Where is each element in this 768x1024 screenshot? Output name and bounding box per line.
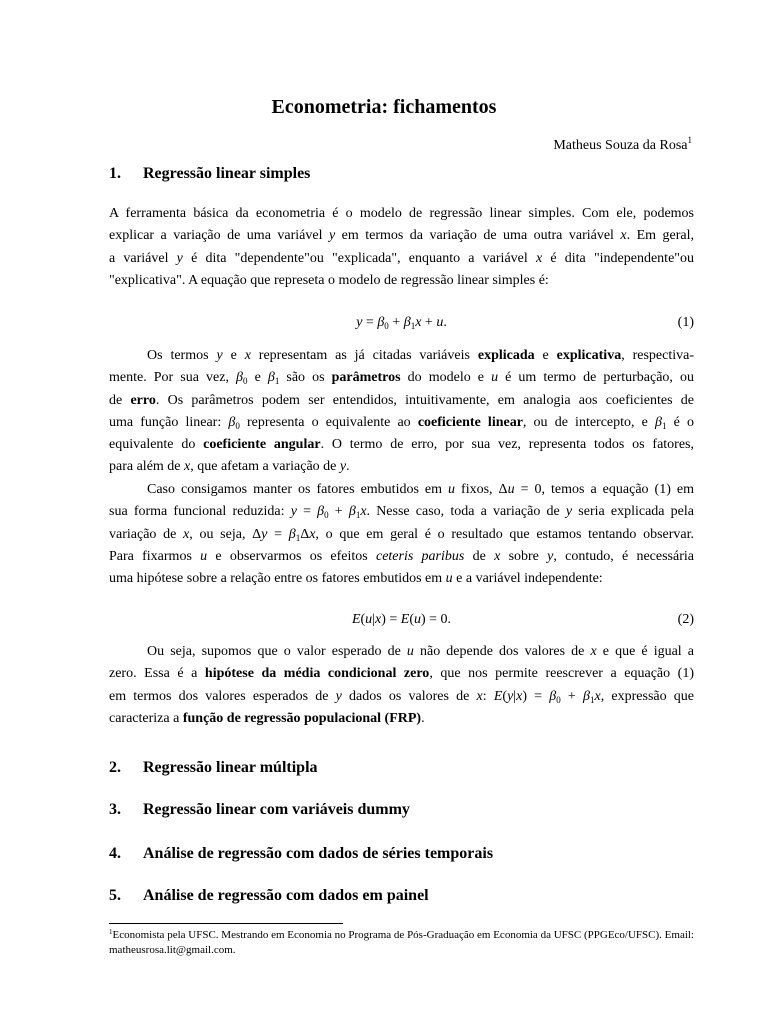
paragraph-intro <box>109 203 694 292</box>
footnote-mark: 1 <box>109 928 113 936</box>
text-line: caracteriza a função de regressão populacional (FRP). <box>109 710 425 726</box>
section-heading-2 <box>109 759 318 777</box>
section-number: 2. <box>109 759 121 776</box>
section-title: Análise de regressão com dados em painel <box>143 887 429 904</box>
text-line: explicar a variação de uma variável y em termos da variação de uma outra variável x. Em geral, <box>109 228 695 244</box>
section-title: Regressão linear com variáveis dummy <box>143 801 410 818</box>
text-line: em termos dos valores esperados de y dados os valores de x: $E(y|x) = \beta_0 + \beta_1x$, expressão que <box>109 688 695 705</box>
text-line: uma função linear: $\beta_0$ representa o equivalente ao coeficiente linear, ou de intercepto, e $\beta_1$ é o <box>109 414 695 431</box>
section-heading-4 <box>109 845 493 863</box>
text-line: Caso consigamos manter os fatores embutidos em u fixos, Δu = 0, temos a equação (1) em <box>147 482 694 497</box>
section-heading-5 <box>109 887 429 905</box>
section-heading-3 <box>109 801 410 819</box>
text-line: Ou seja, supomos que o valor esperado de u não depende dos valores de x e que é igual a <box>147 644 694 659</box>
equation-2: E(u|x) = E(u) = 0. <box>351 612 452 627</box>
footnote <box>109 928 694 958</box>
footnote-rule <box>109 923 343 924</box>
text-line: equivalente do coeficiente angular. O termo de erro, por sua vez, representa todos os fatores, <box>109 437 694 453</box>
text-line: "explicativa". A equação que represeta o modelo de regressão linear simples é: <box>109 272 549 288</box>
document-title: Econometria: fichamentos <box>271 96 497 118</box>
footnote-mark: 1 <box>687 135 692 145</box>
author-name-text: Matheus Souza da Rosa <box>553 138 688 153</box>
equation-number-1: (1) <box>677 315 694 330</box>
equation-1: $y = \beta_0 + \beta_1x + u$. <box>356 315 447 331</box>
text-line: mente. Por sua vez, $\beta_0$ e $\beta_1$ são os parâmetros do modelo e u é um termo de perturbação, ou <box>109 370 694 387</box>
equation-number-2: (2) <box>677 612 694 627</box>
section-number: 4. <box>109 845 121 862</box>
text-line: Para fixarmos u e observarmos os efeitos ceteris paribus de x sobre y, contudo, é necessária <box>109 548 694 564</box>
section-number: 1. <box>109 165 121 182</box>
paragraph-terms <box>109 345 694 479</box>
section-heading-1 <box>109 165 310 183</box>
text-line: Os termos y e x representam as já citadas variáveis explicada e explicativa, respectiva- <box>147 348 695 363</box>
author-name <box>553 135 692 154</box>
text-line: variação de x, ou seja, $\Delta y = \beta_1\Delta x$, o que em geral é o resultado que estamos tentando observar. <box>109 526 694 543</box>
text-line: uma hipótese sobre a relação entre os fatores embutidos em u e a variável independente: <box>109 571 603 587</box>
section-title: Análise de regressão com dados de séries temporais <box>143 845 494 862</box>
footnote-text: Economista pela UFSC. Mestrando em Economia no Programa de Pós-Graduação em Economia da UFSC (PPGEco/UFSC). Email: matheusrosa.lit@gmail.com. <box>109 929 694 956</box>
text-line: para além de x, que afetam a variação de y. <box>109 459 350 475</box>
text-line: de erro. Os parâmetros podem ser entendidos, intuitivamente, em analogia aos coeficientes de <box>109 392 695 408</box>
section-number: 5. <box>109 887 121 904</box>
section-title: Regressão linear múltipla <box>143 759 318 776</box>
paragraph-conditional-mean <box>109 641 694 730</box>
paragraph-reduced-form <box>109 479 694 590</box>
text-line: zero. Essa é a hipótese da média condicional zero, que nos permite reescrever a equação (1) <box>109 666 695 682</box>
text-line: a variável y é dita "dependente"ou "explicada", enquanto a variável x é dita "independente"ou <box>109 250 695 266</box>
section-number: 3. <box>109 801 121 818</box>
text-line: sua forma funcional reduzida: $y = \beta_0 + \beta_1x$. Nesse caso, toda a variação de y seria explicada pela <box>109 504 694 521</box>
text-line: A ferramenta básica da econometria é o modelo de regressão linear simples. Com ele, podemos <box>109 206 694 221</box>
section-title: Regressão linear simples <box>143 165 311 182</box>
